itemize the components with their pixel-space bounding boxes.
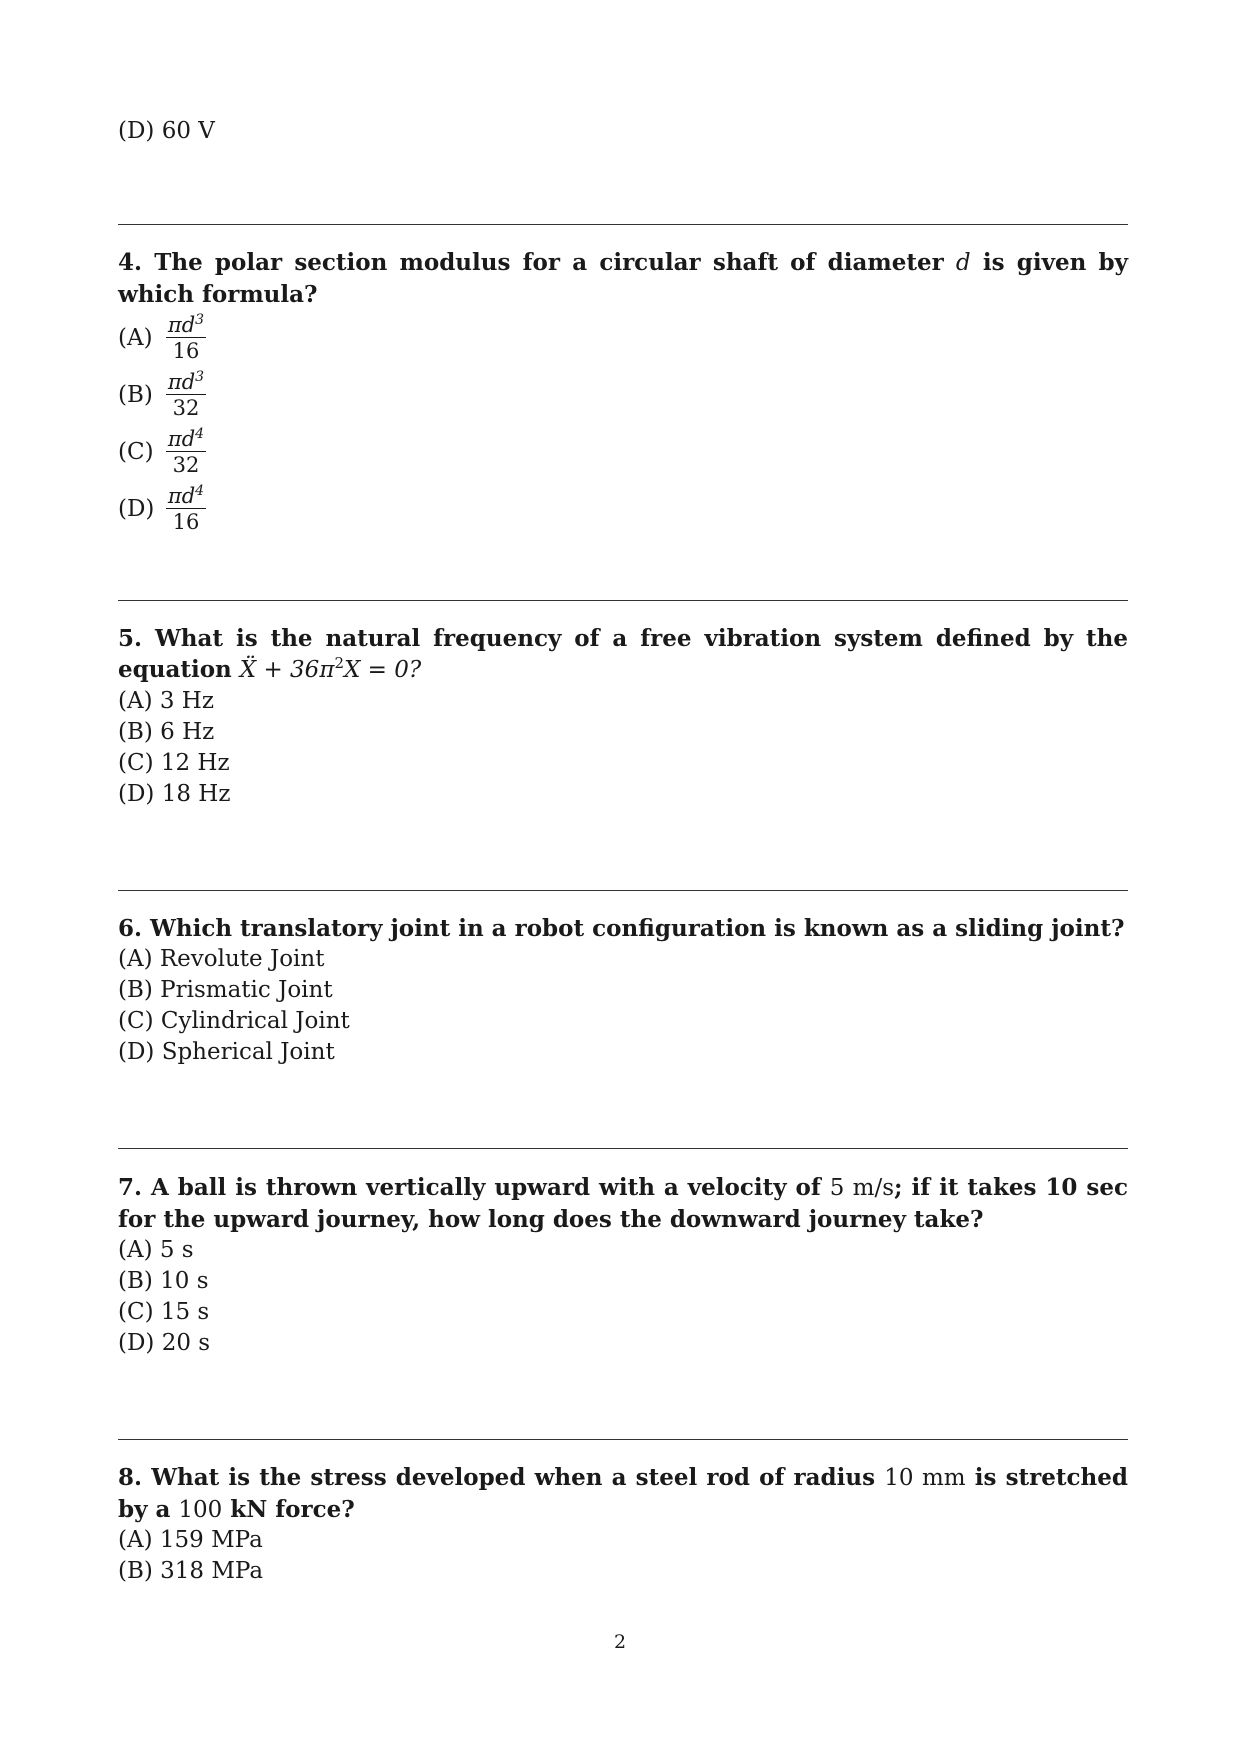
question-8-option-a: (A) 159 MPa: [118, 1527, 263, 1553]
option-label: (B): [118, 382, 153, 408]
question-text: is given by which formula?: [118, 249, 1128, 308]
exponent: 4: [195, 483, 205, 499]
numerator: πd: [167, 484, 196, 508]
denominator: 16: [172, 510, 200, 534]
variable-d: d: [955, 250, 971, 276]
exponent: 4: [195, 426, 205, 442]
question-text: Which translatory joint in a robot configuration is known as a sliding joint?: [150, 915, 1125, 942]
question-text: A ball is thrown vertically upward with a velocity of: [150, 1174, 821, 1201]
question-4-text: [118, 247, 1128, 310]
question-7-option-c: (C) 15 s: [118, 1299, 210, 1325]
equation-exponent: 2: [334, 654, 344, 672]
equation: [239, 654, 422, 683]
option-label: (C): [118, 439, 154, 465]
question-divider: [118, 600, 1128, 601]
carryover-option-d: (D) 60 V: [118, 118, 215, 144]
fraction: [166, 422, 206, 480]
fraction-bar: [166, 451, 206, 452]
denominator: 32: [172, 396, 200, 420]
denominator: 32: [172, 453, 200, 477]
force-value: 100: [178, 1497, 223, 1523]
question-6-option-c: (C) Cylindrical Joint: [118, 1008, 350, 1034]
question-text: kN force?: [230, 1496, 355, 1523]
option-label: (A): [118, 325, 153, 351]
question-text: What is the natural frequency of a free vibration system defined by the equation: [118, 625, 1128, 683]
question-5-option-d: (D) 18 Hz: [118, 781, 231, 807]
question-text: What is the stress developed when a steel rod of radius: [151, 1464, 876, 1491]
question-number: 8.: [118, 1464, 143, 1491]
fraction-bar: [166, 508, 206, 509]
denominator: 16: [172, 339, 200, 363]
question-5-option-a: (A) 3 Hz: [118, 688, 214, 714]
question-text: is stretched by a: [118, 1464, 1128, 1523]
option-label: (D): [118, 496, 155, 522]
question-7-text: [118, 1172, 1128, 1235]
radius-value: 10 mm: [884, 1465, 966, 1491]
question-number: 6.: [118, 915, 143, 942]
numerator: πd: [167, 313, 196, 337]
fraction: [166, 365, 206, 423]
equation-rhs: X = 0?: [343, 657, 422, 683]
question-divider: [118, 224, 1128, 225]
equation-lhs: Ẍ + 36π: [239, 657, 335, 683]
question-6-text: [118, 913, 1128, 944]
question-5-text: [118, 623, 1128, 686]
question-5-option-c: (C) 12 Hz: [118, 750, 230, 776]
question-divider: [118, 1148, 1128, 1149]
question-divider: [118, 1439, 1128, 1440]
question-number: 5.: [118, 625, 143, 652]
fraction-bar: [166, 394, 206, 395]
numerator: πd: [167, 370, 196, 394]
question-6-option-b: (B) Prismatic Joint: [118, 977, 333, 1003]
question-divider: [118, 890, 1128, 891]
fraction: [166, 308, 206, 366]
velocity-value: 5 m/s: [829, 1175, 895, 1201]
page-number: 2: [613, 1631, 627, 1653]
question-text: ; if it takes 10 sec for the upward journey, how long does the downward journey take?: [118, 1174, 1128, 1233]
question-8-option-b: (B) 318 MPa: [118, 1558, 264, 1584]
exponent: 3: [195, 369, 205, 385]
question-7-option-a: (A) 5 s: [118, 1237, 194, 1263]
question-7-option-b: (B) 10 s: [118, 1268, 209, 1294]
question-7-option-d: (D) 20 s: [118, 1330, 211, 1356]
question-number: 7.: [118, 1174, 143, 1201]
question-number: 4.: [118, 249, 143, 276]
question-8-text: [118, 1462, 1128, 1526]
question-6-option-a: (A) Revolute Joint: [118, 946, 325, 972]
question-text: The polar section modulus for a circular shaft of diameter: [154, 249, 944, 276]
question-6-option-d: (D) Spherical Joint: [118, 1039, 335, 1065]
question-5-option-b: (B) 6 Hz: [118, 719, 215, 745]
numerator: πd: [167, 427, 196, 451]
exponent: 3: [195, 312, 205, 328]
fraction-bar: [166, 337, 206, 338]
fraction: [166, 479, 206, 537]
